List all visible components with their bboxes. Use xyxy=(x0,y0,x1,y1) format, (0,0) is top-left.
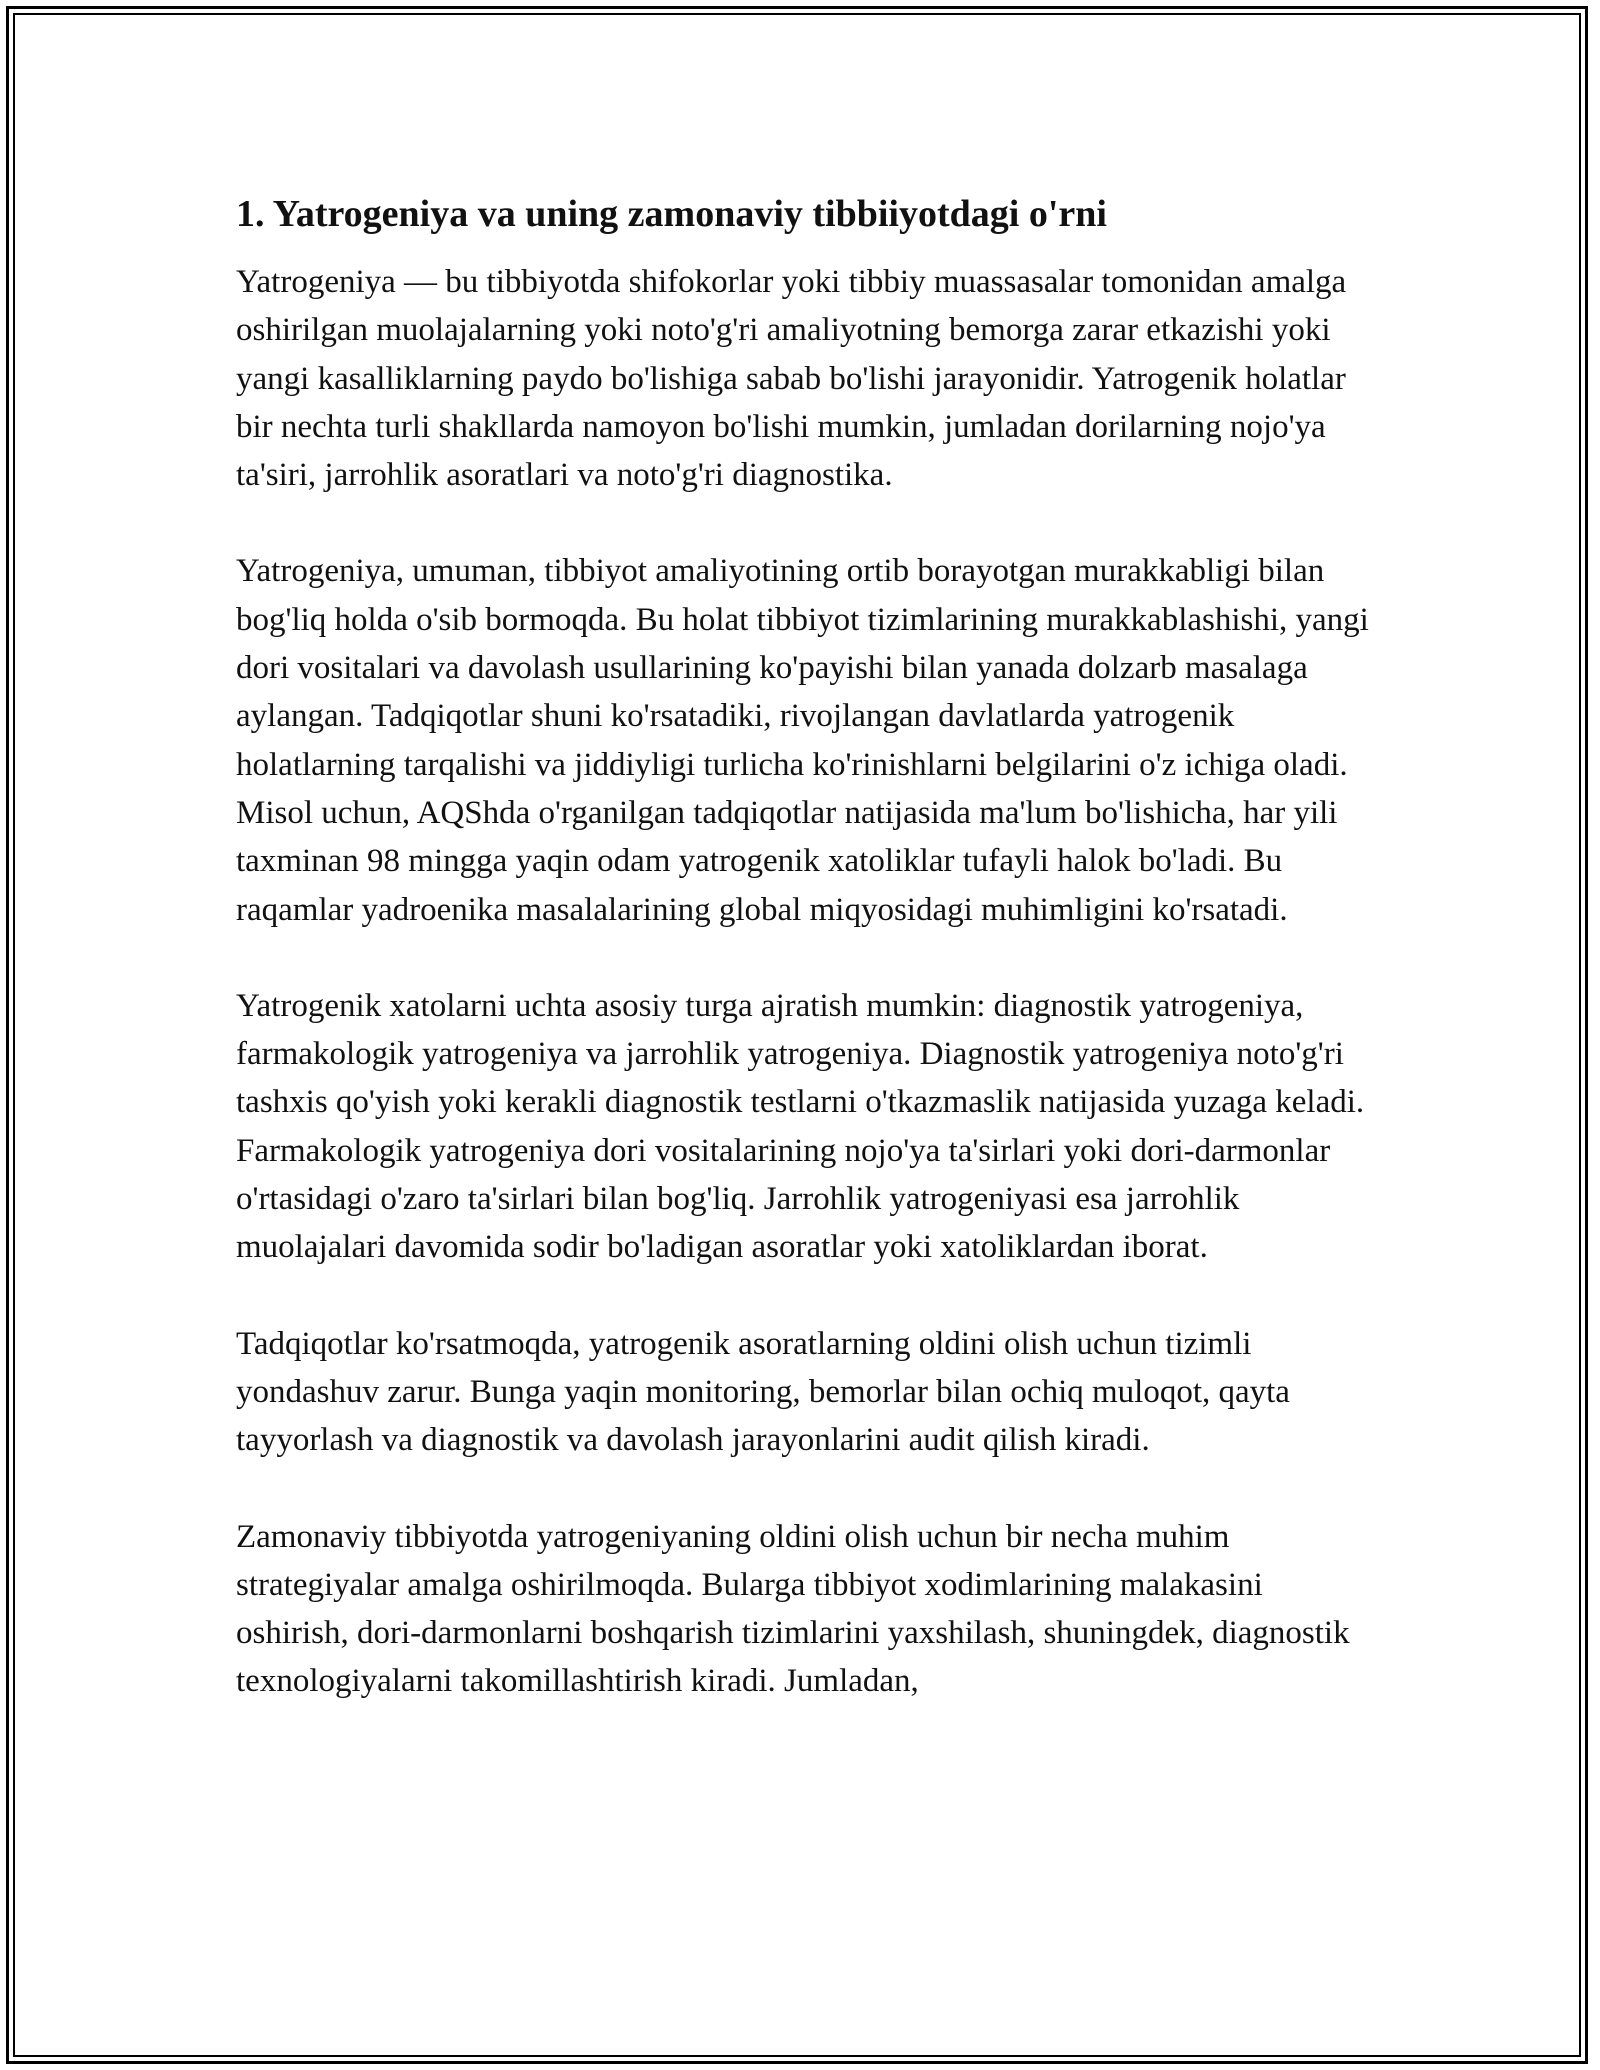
section-heading: 1. Yatrogeniya va uning zamonaviy tibbiiyotdagi o'rni xyxy=(236,193,1107,235)
paragraph-3: Yatrogenik xatolarni uchta asosiy turga ajratish mumkin: diagnostik yatrogeniya, farmakologik yatrogeniya va jarrohlik yatrogeniya. Diagnostik yatrogeniya noto'g'ri tashxis qo'yish yoki kerakli diagnostik testlarni o'tkazmaslik natijasida yuzaga keladi. Farmakologik yatrogeniya dori vositalarining nojo'ya ta'sirlari yoki dori-darmonlar o'rtasidagi o'zaro ta'sirlari bilan bog'liq. Jarrohlik yatrogeniyasi esa jarrohlik muolajalari davomida sodir bo'ladigan asoratlar yoki xatoliklardan iborat. xyxy=(236,987,1365,1266)
document-body xyxy=(236,186,1376,1754)
paragraph-1: Yatrogeniya — bu tibbiyotda shifokorlar yoki tibbiy muassasalar tomonidan amalga oshirilgan muolajalarning yoki noto'g'ri amaliyotning bemorga zarar etkazishi yoki yangi kasalliklarning paydo bo'lishiga sabab bo'lishi jarayonidir. Yatrogenik holatlar bir nechta turli shakllarda namoyon bo'lishi mumkin, jumladan dorilarning nojo'ya ta'siri, jarrohlik asoratlari va noto'g'ri diagnostika. xyxy=(236,264,1347,494)
paragraph-5: Zamonaviy tibbiyotda yatrogeniyaning oldini olish uchun bir necha muhim strategiyalar amalga oshirilmoqda. Bularga tibbiyot xodimlarining malakasini oshirish, dori-darmonlarni boshqarish tizimlarini yaxshilash, shuningdek, diagnostik texnologiyalarni takomillashtirish kiradi. Jumladan, xyxy=(236,1518,1350,1700)
paragraph-4: Tadqiqotlar ko'rsatmoqda, yatrogenik asoratlarning oldini olish uchun tizimli yondashuv zarur. Bunga yaqin monitoring, bemorlar bilan ochiq muloqot, qayta tayyorlash va diagnostik va davolash jarayonlarini audit qilish kiradi. xyxy=(236,1325,1290,1459)
paragraph-2: Yatrogeniya, umuman, tibbiyot amaliyotining ortib borayotgan murakkabligi bilan bog'liq holda o'sib bormoqda. Bu holat tibbiyot tizimlarining murakkablashishi, yangi dori vositalari va davolash usullarining ko'payishi bilan yanada dolzarb masalaga aylangan. Tadqiqotlar shuni ko'rsatadiki, rivojlangan davlatlarda yatrogenik holatlarning tarqalishi va jiddiyligi turlicha ko'rinishlarni belgilarini o'z ichiga oladi. Misol uchun, AQShda o'rganilgan tadqiqotlar natijasida ma'lum bo'lishicha, har yili taxminan 98 mingga yaqin odam yatrogenik xatoliklar tufayli halok bo'ladi. Bu raqamlar yadroenika masalalarining global miqyosidagi muhimligini ko'rsatadi. xyxy=(236,553,1369,928)
